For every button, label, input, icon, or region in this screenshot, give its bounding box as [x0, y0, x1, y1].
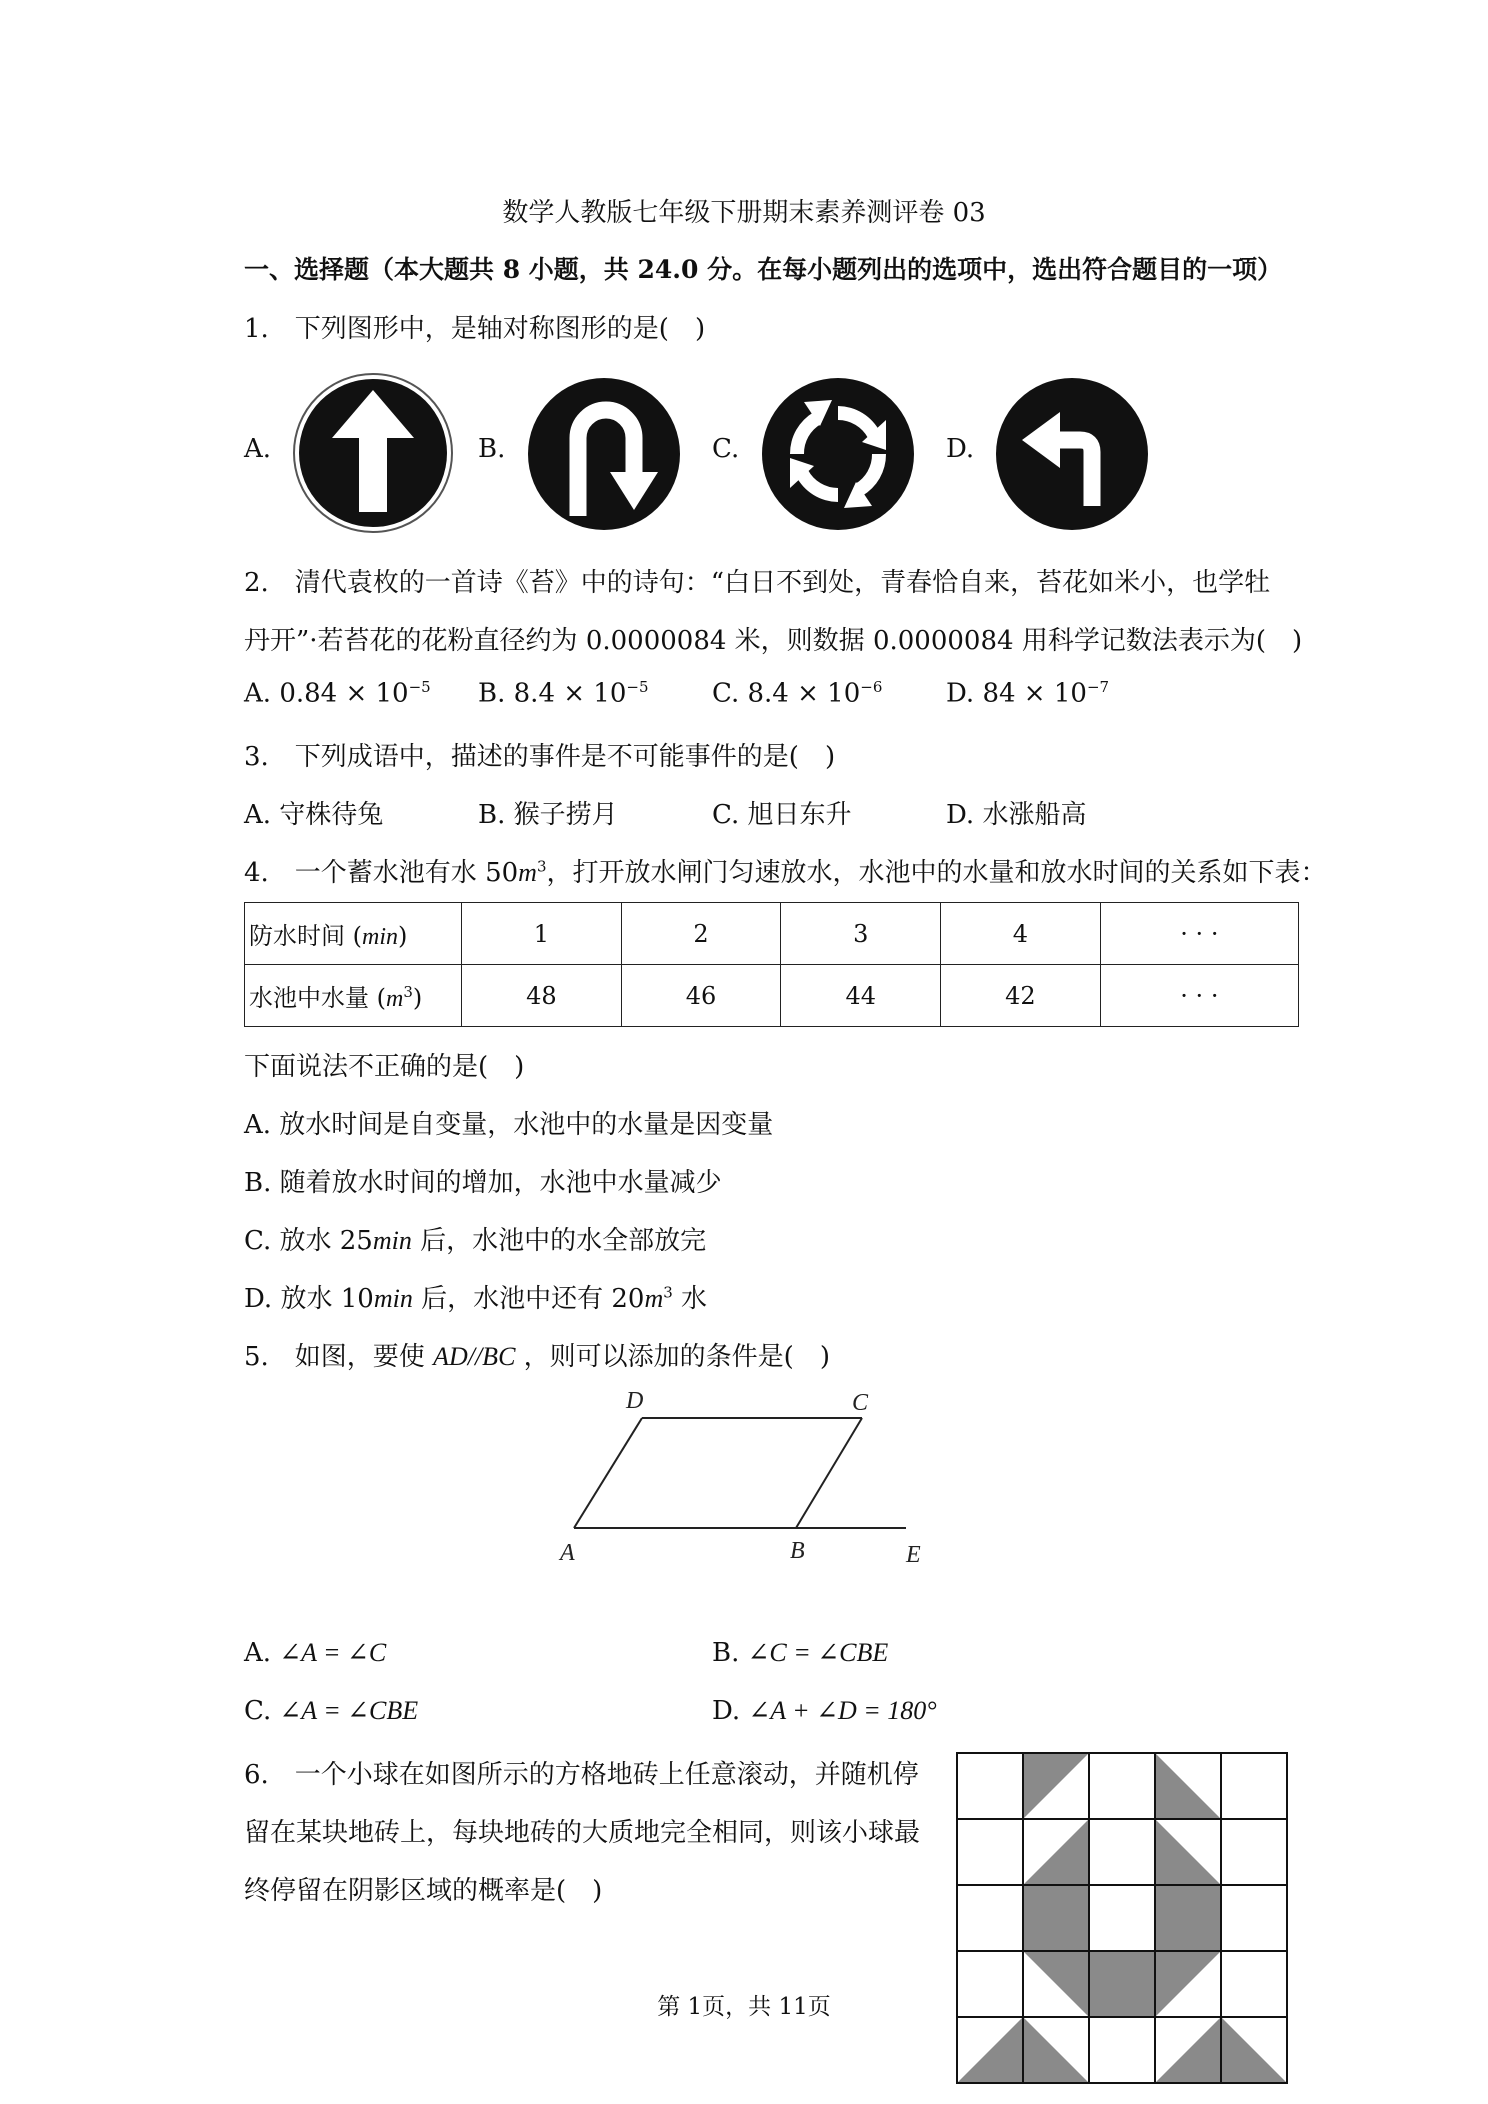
- point-label-c: C: [852, 1390, 869, 1416]
- table-cell: · · ·: [1100, 965, 1298, 1027]
- q5-option-c: C. ∠A = ∠CBE: [244, 1696, 419, 1726]
- q4-option-c: C. 放水 25min 后，水池中的水全部放完: [244, 1226, 707, 1256]
- q3-option-c: C. 旭日东升: [712, 800, 852, 830]
- point-label-d: D: [626, 1388, 644, 1414]
- q2-option-a: A. $0.84 \times 10^{-5}$: [244, 678, 431, 709]
- segment-ad: [574, 1418, 642, 1528]
- table-cell: 44: [781, 965, 941, 1027]
- q1-label-b: B.: [478, 434, 506, 464]
- q4-option-a: A. 放水时间是自变量，水池中的水量是因变量: [244, 1110, 774, 1140]
- table-row: [245, 965, 1299, 1027]
- q4-table: [244, 902, 1299, 1027]
- arrow-up-icon: [292, 372, 454, 534]
- table-cell: 1: [462, 903, 622, 965]
- u-turn-icon: [526, 376, 682, 532]
- table-cell: 42: [941, 965, 1101, 1027]
- q1-label-c: C.: [712, 434, 740, 464]
- q2-line1: 2. 清代袁枚的一首诗《苔》中的诗句：“白日不到处，青春恰自来，苔花如米小，也学牡: [244, 568, 1271, 598]
- table-row-header-time: 防水时间 (min): [245, 903, 462, 965]
- q2-option-c: C. $8.4 \times 10^{-6}$: [712, 678, 883, 709]
- q1-label-d: D.: [946, 434, 975, 464]
- q3-option-a: A. 守株待兔: [244, 800, 384, 830]
- q6-line2: 留在某块地砖上，每块地砖的大质地完全相同，则该小球最: [244, 1818, 921, 1848]
- q3-option-d: D. 水涨船高: [946, 800, 1087, 830]
- q6-line1: 6. 一个小球在如图所示的方格地砖上任意滚动，并随机停: [244, 1760, 919, 1790]
- q4-option-b: B. 随着放水时间的增加，水池中水量减少: [244, 1168, 722, 1198]
- table-cell: 2: [621, 903, 781, 965]
- table-cell: 46: [621, 965, 781, 1027]
- q5-option-d: D. ∠A + ∠D = 180°: [712, 1696, 937, 1726]
- q3-option-b: B. 猴子捞月: [478, 800, 618, 830]
- table-cell: 48: [462, 965, 622, 1027]
- roundabout-icon: [760, 376, 916, 532]
- table-cell: · · ·: [1100, 903, 1298, 965]
- q6-line3: 终停留在阴影区域的概率是( ): [244, 1876, 603, 1906]
- parallelogram-figure: [540, 1380, 940, 1570]
- q2-line2: 丹开”·若苔花的花粉直径约为 0.0000084 米，则数据 0.0000084 用科学记数法表示为( ): [244, 626, 1303, 656]
- q1-label-a: A.: [244, 434, 272, 464]
- table-cell: 4: [941, 903, 1101, 965]
- point-label-b: B: [790, 1538, 805, 1564]
- page-footer: 第 1页，共 11页: [657, 1994, 831, 2020]
- table-row-header-volume: 水池中水量 $(m^3)$: [245, 965, 462, 1027]
- section-heading: 一、选择题（本大题共 8 小题，共 24.0 分。在每小题列出的选项中，选出符合题目的一项）: [244, 255, 1283, 284]
- turn-left-icon: [994, 376, 1150, 532]
- point-label-e: E: [906, 1542, 921, 1568]
- q3-stem: 3. 下列成语中，描述的事件是不可能事件的是( ): [244, 742, 836, 772]
- q4-stem: 4. 一个蓄水池有水 $50m^3$，打开放水闸门匀速放水，水池中的水量和放水时间的关系如下表：: [244, 857, 1327, 888]
- page-title: 数学人教版七年级下册期末素养测评卷 03: [502, 198, 986, 228]
- q5-option-b: B. ∠C = ∠CBE: [712, 1638, 889, 1668]
- q2-option-b: B. $8.4 \times 10^{-5}$: [478, 678, 649, 709]
- q2-option-d: D. $84 \times 10^{-7}$: [946, 678, 1110, 709]
- segment-bc: [796, 1418, 862, 1528]
- point-label-a: A: [560, 1540, 575, 1566]
- q4-option-d: D. 放水 10min 后，水池中还有 $20m^3$ 水: [244, 1283, 708, 1314]
- shaded-regions: [957, 1753, 1287, 2083]
- table-row: [245, 903, 1299, 965]
- table-cell: 3: [781, 903, 941, 965]
- tile-grid-figure: [956, 1752, 1288, 2092]
- q5-stem: 5. 如图，要使 AD//BC ，则可以添加的条件是( ): [244, 1342, 830, 1372]
- q4-after: 下面说法不正确的是( ): [244, 1052, 525, 1082]
- q1-stem: 1. 下列图形中，是轴对称图形的是( ): [244, 314, 706, 344]
- q5-option-a: A. ∠A = ∠C: [244, 1638, 387, 1668]
